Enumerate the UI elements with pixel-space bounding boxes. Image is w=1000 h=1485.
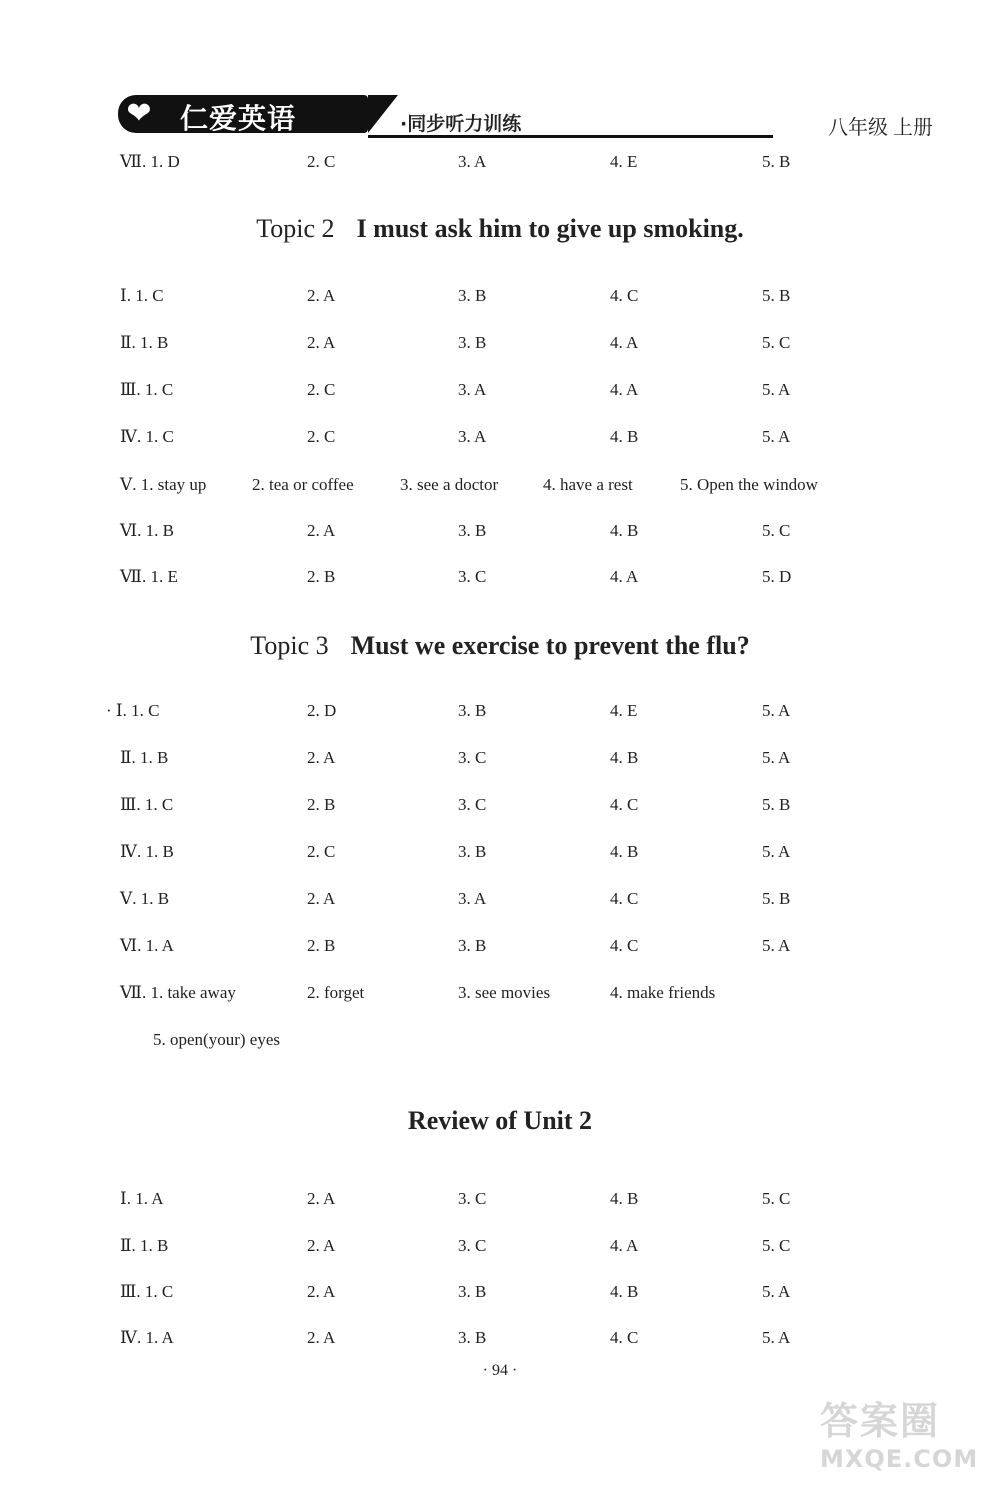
answer-cell: 3. A bbox=[458, 889, 487, 908]
answer-row bbox=[0, 152, 1000, 180]
answer-cell: 3. see a doctor bbox=[400, 475, 499, 494]
answer-cell: 3. C bbox=[458, 567, 487, 586]
answer-cell: 5. A bbox=[762, 701, 791, 720]
heart-logo-icon: ❤ bbox=[126, 96, 152, 131]
answer-row bbox=[0, 795, 1000, 823]
answer-cell: Ⅳ. 1. A bbox=[120, 1328, 174, 1347]
answer-cell: 3. B bbox=[458, 1328, 487, 1347]
answer-cell: 2. A bbox=[307, 1328, 336, 1347]
answer-cell: 5. A bbox=[762, 427, 791, 446]
answer-cell: 4. A bbox=[610, 333, 639, 352]
answer-cell: 5. C bbox=[762, 333, 791, 352]
answer-row bbox=[0, 1030, 1000, 1058]
answer-cell: 3. A bbox=[458, 380, 487, 399]
answer-cell: 4. B bbox=[610, 1189, 639, 1208]
answer-cell: 4. A bbox=[610, 567, 639, 586]
answer-cell: 5. A bbox=[762, 842, 791, 861]
answer-cell: 4. A bbox=[610, 380, 639, 399]
answer-cell: 4. A bbox=[610, 1236, 639, 1255]
answer-cell: 5. B bbox=[762, 889, 791, 908]
answer-row bbox=[0, 936, 1000, 964]
answer-cell: 3. C bbox=[458, 748, 487, 767]
answer-cell: 3. C bbox=[458, 1236, 487, 1255]
answer-row bbox=[0, 748, 1000, 776]
answer-cell: 5. C bbox=[762, 1236, 791, 1255]
answer-cell: 2. A bbox=[307, 286, 336, 305]
answer-cell: Ⅴ. 1. B bbox=[120, 889, 170, 908]
brand-name: 仁爱英语 bbox=[180, 102, 297, 135]
answer-cell: Ⅰ. 1. C bbox=[120, 286, 164, 305]
answer-cell: 3. see movies bbox=[458, 983, 551, 1002]
answer-cell: Ⅶ. 1. D bbox=[120, 152, 180, 171]
answer-cell: Ⅳ. 1. B bbox=[120, 842, 174, 861]
answer-cell: 5. A bbox=[762, 936, 791, 955]
answer-cell: 4. C bbox=[610, 795, 639, 814]
answer-cell: Ⅲ. 1. C bbox=[120, 795, 174, 814]
answer-cell: 4. make friends bbox=[610, 983, 716, 1002]
answer-cell: 2. B bbox=[307, 795, 336, 814]
answer-cell: 2. A bbox=[307, 889, 336, 908]
answer-cell: 2. A bbox=[307, 1236, 336, 1255]
answer-cell: Ⅱ. 1. B bbox=[120, 1236, 169, 1255]
answer-cell: 3. B bbox=[458, 1282, 487, 1301]
answer-cell: 3. C bbox=[458, 795, 487, 814]
answer-cell: Ⅶ. 1. take away bbox=[120, 983, 236, 1002]
answer-cell: 5. A bbox=[762, 1328, 791, 1347]
answer-cell: 4. B bbox=[610, 842, 639, 861]
answer-row bbox=[0, 475, 1000, 503]
answer-row bbox=[0, 1282, 1000, 1310]
answer-cell: 2. B bbox=[307, 936, 336, 955]
answer-cell: 4. E bbox=[610, 152, 638, 171]
answer-cell: 3. B bbox=[458, 842, 487, 861]
answer-cell: 3. B bbox=[458, 286, 487, 305]
answer-cell: 2. forget bbox=[307, 983, 365, 1002]
page-number: · 94 · bbox=[482, 1362, 518, 1379]
answer-row bbox=[0, 427, 1000, 455]
answer-cell: 2. A bbox=[307, 748, 336, 767]
answer-cell: Ⅱ. 1. B bbox=[120, 333, 169, 352]
topic-label: Topic 3 bbox=[250, 631, 329, 660]
answer-cell: 4. C bbox=[610, 1328, 639, 1347]
answer-cell: 4. C bbox=[610, 286, 639, 305]
answer-cell: · Ⅰ. 1. C bbox=[106, 701, 160, 720]
answer-row bbox=[0, 1189, 1000, 1217]
answer-cell: 4. B bbox=[610, 1282, 639, 1301]
answer-cell: 5. D bbox=[762, 567, 792, 586]
answer-row bbox=[0, 286, 1000, 314]
answer-row bbox=[0, 701, 1000, 729]
answer-cell: 2. C bbox=[307, 152, 336, 171]
section-title bbox=[0, 214, 1000, 244]
answer-cell: 5. Open the window bbox=[680, 475, 818, 494]
answer-row bbox=[0, 567, 1000, 595]
answer-cell: 4. B bbox=[610, 748, 639, 767]
answer-cell: Ⅳ. 1. C bbox=[120, 427, 174, 446]
answer-cell: 5. C bbox=[762, 521, 791, 540]
answer-cell: 2. B bbox=[307, 567, 336, 586]
answer-row bbox=[0, 983, 1000, 1011]
answer-cell: 2. C bbox=[307, 842, 336, 861]
answer-cell: 3. B bbox=[458, 936, 487, 955]
answer-cell: 3. B bbox=[458, 333, 487, 352]
topic-title: Must we exercise to prevent the flu? bbox=[350, 631, 750, 660]
answer-row bbox=[0, 889, 1000, 917]
section-title bbox=[0, 631, 1000, 661]
answer-cell: Ⅶ. 1. E bbox=[120, 567, 178, 586]
answer-cell: 3. A bbox=[458, 152, 487, 171]
answer-cell: 2. A bbox=[307, 333, 336, 352]
answer-cell: 2. C bbox=[307, 427, 336, 446]
answer-cell: Ⅵ. 1. B bbox=[120, 521, 174, 540]
answer-cell: Ⅰ. 1. A bbox=[120, 1189, 164, 1208]
answer-cell: 4. E bbox=[610, 701, 638, 720]
answer-cell: 5. C bbox=[762, 1189, 791, 1208]
answer-cell: 5. B bbox=[762, 152, 791, 171]
topic-title: Review of Unit 2 bbox=[407, 1106, 593, 1135]
answer-cell: 4. C bbox=[610, 889, 639, 908]
answer-cell: 5. B bbox=[762, 795, 791, 814]
answer-cell: Ⅱ. 1. B bbox=[120, 748, 169, 767]
answer-cell: 4. B bbox=[610, 521, 639, 540]
answer-row bbox=[0, 380, 1000, 408]
answer-cell: Ⅲ. 1. C bbox=[120, 1282, 174, 1301]
watermark-top: 答案圈 bbox=[820, 1399, 941, 1443]
answer-cell: 2. A bbox=[307, 1189, 336, 1208]
answer-row bbox=[0, 1328, 1000, 1356]
answer-cell: 2. C bbox=[307, 380, 336, 399]
answer-cell: 4. B bbox=[610, 427, 639, 446]
answer-cell: 3. A bbox=[458, 427, 487, 446]
topic-title: I must ask him to give up smoking. bbox=[356, 214, 744, 243]
answer-row bbox=[0, 842, 1000, 870]
page-header bbox=[118, 95, 948, 140]
answer-cell: 3. B bbox=[458, 521, 487, 540]
answer-row bbox=[0, 521, 1000, 549]
answer-cell: 2. D bbox=[307, 701, 337, 720]
answer-cell: 5. open(your) eyes bbox=[153, 1030, 280, 1049]
answer-cell: 2. A bbox=[307, 521, 336, 540]
watermark-bottom: MXQE.COM bbox=[820, 1445, 979, 1473]
answer-row bbox=[0, 1236, 1000, 1264]
answer-cell: 5. A bbox=[762, 1282, 791, 1301]
section-title bbox=[0, 1106, 1000, 1136]
book-subtitle: ·同步听力训练 bbox=[400, 113, 522, 135]
answer-cell: 3. C bbox=[458, 1189, 487, 1208]
answer-cell: 4. C bbox=[610, 936, 639, 955]
grade-label: 八年级 上册 bbox=[828, 117, 933, 139]
brand-logo-band bbox=[118, 95, 368, 133]
answer-cell: 5. A bbox=[762, 380, 791, 399]
answer-cell: 5. B bbox=[762, 286, 791, 305]
answer-cell: 5. A bbox=[762, 748, 791, 767]
watermark bbox=[820, 1390, 990, 1475]
answer-cell: Ⅴ. 1. stay up bbox=[120, 475, 207, 494]
answer-cell: Ⅵ. 1. A bbox=[120, 936, 174, 955]
answer-cell: 2. tea or coffee bbox=[252, 475, 354, 494]
answer-cell: 3. B bbox=[458, 701, 487, 720]
answer-cell: 2. A bbox=[307, 1282, 336, 1301]
topic-label: Topic 2 bbox=[256, 214, 335, 243]
answer-row bbox=[0, 333, 1000, 361]
answer-cell: Ⅲ. 1. C bbox=[120, 380, 174, 399]
answer-cell: 4. have a rest bbox=[543, 475, 633, 494]
